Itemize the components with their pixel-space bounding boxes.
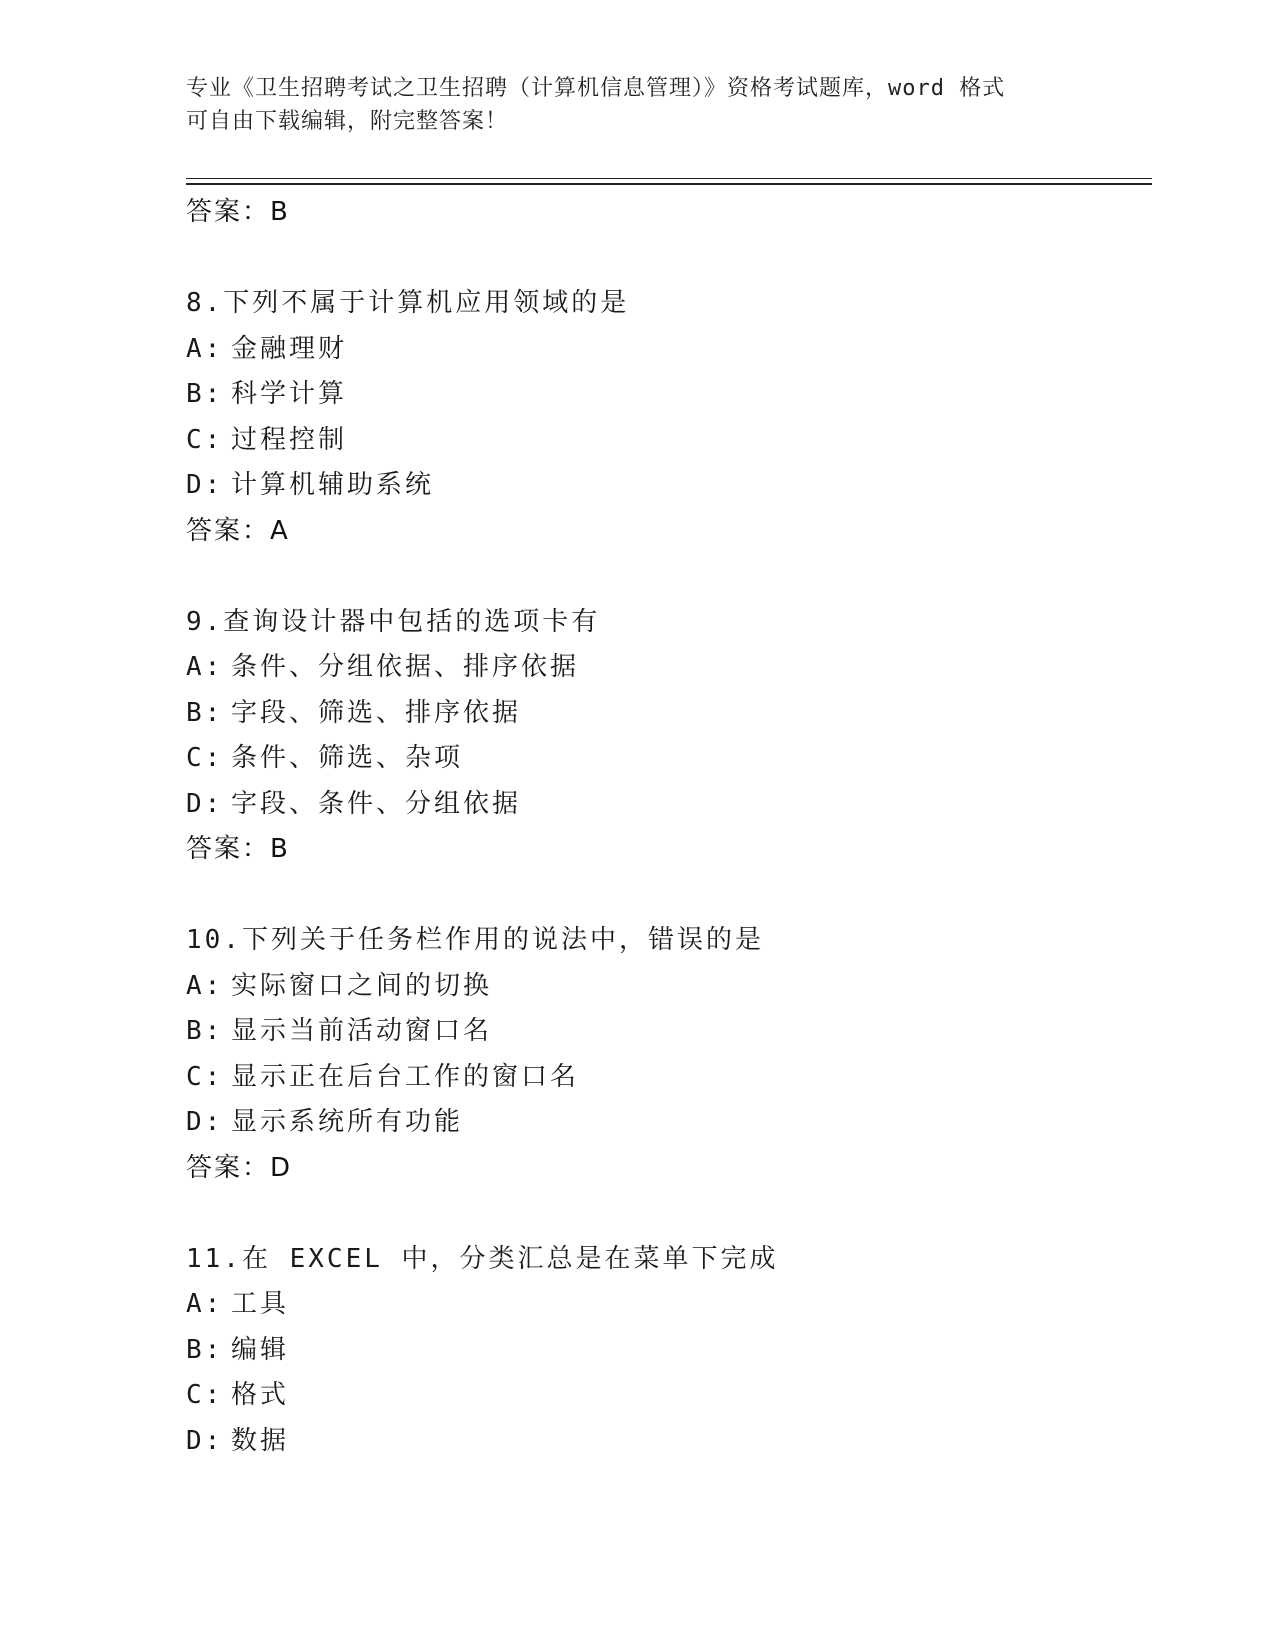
- answer-option: [186, 1328, 1152, 1374]
- option-text: 过程控制: [231, 424, 348, 455]
- answer-option: [186, 691, 1152, 737]
- option-letter: D:: [186, 1107, 224, 1137]
- option-text: 金融理财: [231, 333, 348, 364]
- option-letter: C:: [186, 424, 224, 455]
- document-header: [186, 72, 1066, 138]
- option-text: 科学计算: [231, 379, 348, 409]
- answer-label: 答案：A: [186, 515, 290, 546]
- option-text: 工具: [231, 1289, 290, 1319]
- option-letter: A:: [186, 1289, 224, 1319]
- option-letter: D:: [186, 788, 224, 819]
- question-block: [186, 281, 1152, 554]
- header-divider-thick: [186, 183, 1152, 185]
- question-block: [186, 1237, 1152, 1465]
- option-letter: C:: [186, 743, 224, 773]
- answer-option: [186, 964, 1152, 1010]
- option-letter: D:: [186, 470, 224, 500]
- option-text: 编辑: [231, 1334, 290, 1365]
- answer-option: [186, 1055, 1152, 1101]
- answer-option: [186, 463, 1152, 509]
- answer-label: 答案：B: [186, 197, 290, 227]
- option-text: 显示正在后台工作的窗口名: [231, 1061, 580, 1092]
- question-stem: 11.在 EXCEL 中，分类汇总是在菜单下完成: [186, 1243, 779, 1274]
- option-letter: A:: [186, 970, 224, 1001]
- answer-option: [186, 736, 1152, 782]
- answer-option: [186, 1282, 1152, 1328]
- answer-option: [186, 1009, 1152, 1055]
- header-line-2: 可自由下载编辑，附完整答案！: [186, 109, 509, 134]
- question-stem: 10.下列关于任务栏作用的说法中，错误的是: [186, 925, 764, 955]
- option-text: 条件、筛选、杂项: [231, 743, 464, 773]
- answer-option: [186, 782, 1152, 828]
- answer-option: [186, 372, 1152, 418]
- answer-option: [186, 1419, 1152, 1465]
- question-stem: 9.查询设计器中包括的选项卡有: [186, 606, 601, 637]
- option-letter: B:: [186, 1334, 224, 1365]
- option-text: 条件、分组依据、排序依据: [231, 652, 580, 682]
- option-letter: C:: [186, 1061, 224, 1092]
- answer-option: [186, 1100, 1152, 1146]
- answer-option: [186, 418, 1152, 464]
- option-text: 显示当前活动窗口名: [231, 1016, 493, 1046]
- option-text: 字段、条件、分组依据: [231, 788, 522, 819]
- option-text: 格式: [231, 1380, 290, 1410]
- question-stem: 8.下列不属于计算机应用领域的是: [186, 288, 630, 318]
- option-text: 计算机辅助系统: [231, 470, 435, 500]
- question-list: [186, 281, 1152, 1464]
- answer-label: 答案：B: [186, 834, 290, 864]
- header-divider-thin: [186, 178, 1152, 179]
- option-letter: D:: [186, 1425, 224, 1456]
- header-line-1: 专业《卫生招聘考试之卫生招聘（计算机信息管理）》资格考试题库，word 格式: [186, 76, 1006, 101]
- document-body: [186, 190, 1152, 1464]
- option-text: 字段、筛选、排序依据: [231, 697, 522, 728]
- answer-option: [186, 1373, 1152, 1419]
- option-text: 数据: [231, 1425, 290, 1456]
- question-block: [186, 600, 1152, 873]
- option-letter: A:: [186, 652, 224, 682]
- option-text: 显示系统所有功能: [231, 1107, 464, 1137]
- option-letter: B:: [186, 1016, 224, 1046]
- answer-option: [186, 645, 1152, 691]
- option-letter: A:: [186, 333, 224, 364]
- option-letter: B:: [186, 379, 224, 409]
- question-block: [186, 918, 1152, 1191]
- answer-option: [186, 327, 1152, 373]
- answer-label: 答案：D: [186, 1152, 293, 1183]
- option-letter: B:: [186, 697, 224, 728]
- option-letter: C:: [186, 1380, 224, 1410]
- option-text: 实际窗口之间的切换: [231, 970, 493, 1001]
